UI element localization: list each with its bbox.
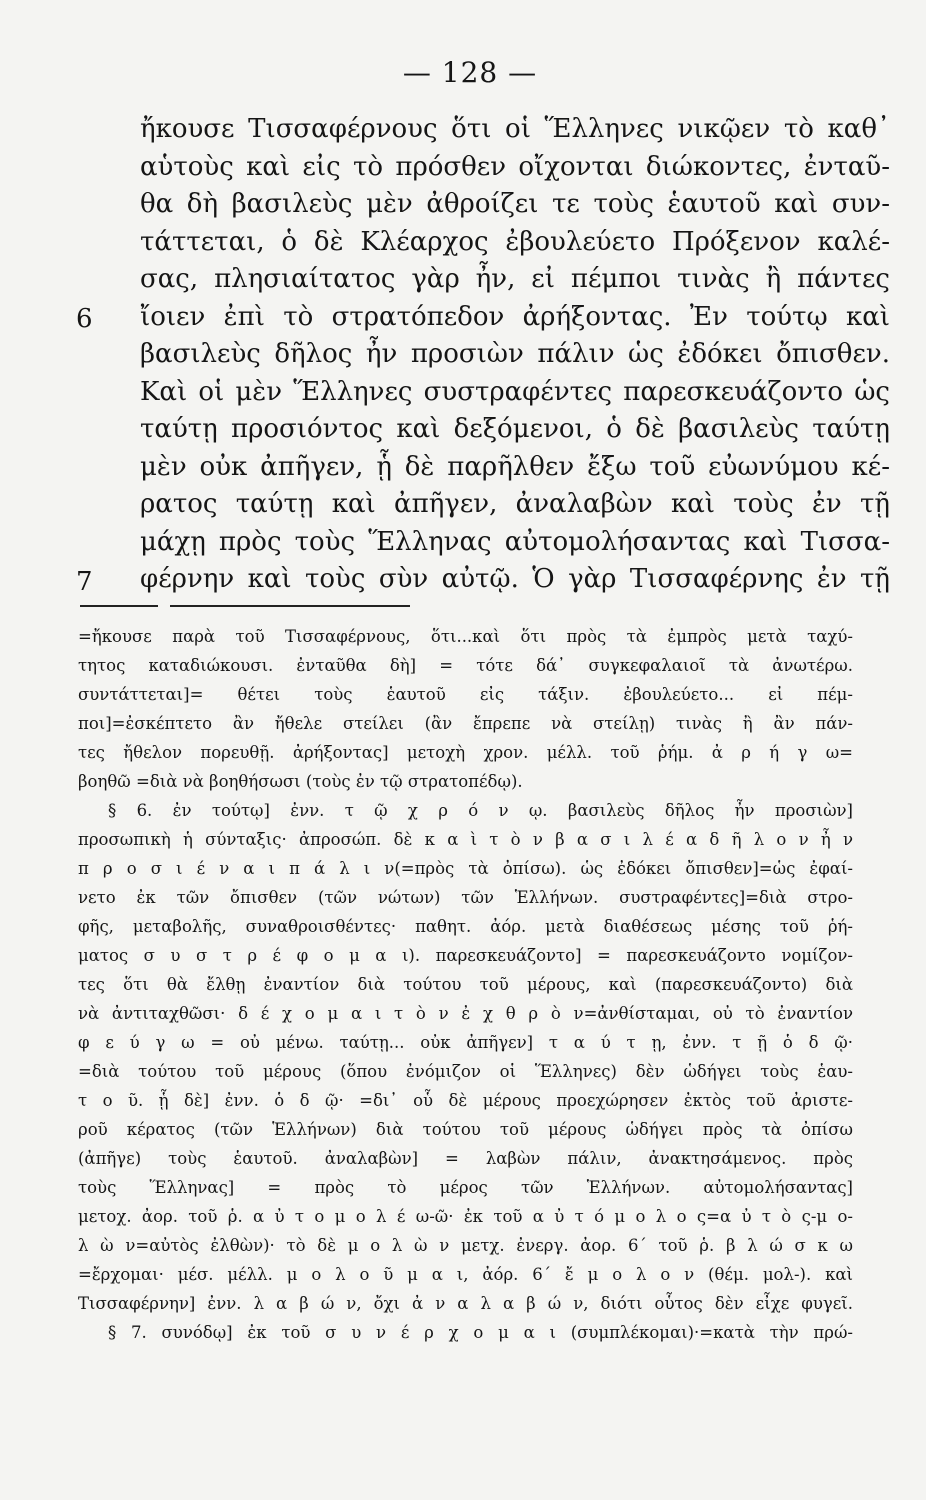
main-line: φέρνην καὶ τοὺς σὺν αὐτῷ. Ὁ γὰρ Τισσαφέρνης ἐν τῇ: [140, 564, 890, 594]
note-line: =ἔρχομαι· μέσ. μέλλ. μ ο λ ο ῦ μ α ι, ἀόρ. 6΄ ἔ μ ο λ ο ν (θέμ. μολ-). καὶ: [78, 1265, 853, 1284]
note-line: ματος σ υ σ τ ρ έ φ ο μ α ι). παρεσκευάζοντο] = παρεσκευάζοντο νομίζον-: [78, 946, 853, 965]
line-number-6: 6: [76, 304, 93, 334]
note-line: ροῦ κέρατος (τῶν Ἑλλήνων) διὰ τούτου τοῦ μέρους ὡδήγει πρὸς τὰ ὀπίσω: [78, 1120, 853, 1139]
note-line: τες ἤθελον πορευθῇ. ἀρήξοντας] μετοχὴ χρον. μέλλ. τοῦ ῥήμ. ἀ ρ ή γ ω=: [78, 743, 853, 762]
note-line: ποι]=ἐσκέπτετο ἂν ἤθελε στείλει (ἂν ἔπρεπε νὰ στείλῃ) τινὰς ἢ ἂν πάν-: [78, 714, 853, 733]
main-line: τάττεται, ὁ δὲ Κλέαρχος ἐβουλεύετο Πρόξενον καλέ-: [140, 226, 890, 257]
line-number-7: 7: [76, 566, 93, 597]
note-line: =ἤκουσε παρὰ τοῦ Τισσαφέρνους, ὅτι...καὶ ὅτι πρὸς τὰ ἐμπρὸς μετὰ ταχύ-: [78, 627, 853, 646]
note-line: π ρ ο σ ι έ ν α ι π ά λ ι ν(=πρὸς τὰ ὀπίσω). ὡς ἐδόκει ὄπισθεν]=ὡς ἐφαί-: [78, 859, 853, 878]
main-line: ἤκουσε Τισσαφέρνους ὅτι οἱ Ἕλληνες νικῷεν τὸ καθ᾽: [140, 114, 890, 144]
footnote-rule-left: [80, 605, 158, 607]
note-line: φῆς, μεταβολῆς, συναθροισθέντες· παθητ. ἀόρ. μετὰ διαθέσεως μέσης τοῦ ῥή-: [78, 917, 853, 936]
note-line: φ ε ύ γ ω = οὐ μένω. ταύτῃ... οὐκ ἀπῆγεν] τ α ύ τ ῃ, ἐνν. τ ῇ ὁ δ ῷ·: [78, 1033, 853, 1052]
note-line: τητος καταδιώκουσι. ἐνταῦθα δὴ] = τότε δά᾽ συγκεφαλαιοῖ τὰ ἀνωτέρω.: [78, 656, 853, 675]
main-line: σας, πλησιαίτατος γὰρ ἦν, εἰ πέμποι τινὰς ἢ πάντες: [140, 264, 890, 294]
commentary-notes: [78, 622, 853, 1347]
note-line: (ἀπῆγε) τοὺς ἑαυτοῦ. ἀναλαβὼν] = λαβὼν πάλιν, ἀνακτησάμενος. πρὸς: [78, 1149, 853, 1168]
note-line: τοὺς Ἕλληνας] = πρὸς τὸ μέρος τῶν Ἑλλήνων. αὐτομολήσαντας]: [78, 1178, 853, 1197]
note-line: προσωπικὴ ἡ σύνταξις· ἀπροσώπ. δὲ κ α ὶ τ ὸ ν β α σ ι λ έ α δ ῆ λ ο ν ἦ ν: [78, 830, 853, 849]
page-number: — 128 —: [402, 56, 538, 89]
main-line: ταύτῃ προσιόντος καὶ δεξόμενοι, ὁ δὲ βασιλεὺς ταύτῃ: [140, 414, 890, 444]
main-line: μάχῃ πρὸς τοὺς Ἕλληνας αὐτομολήσαντας καὶ Τισσα-: [140, 526, 890, 557]
main-text: [140, 111, 890, 599]
main-line: ρατος ταύτῃ καὶ ἀπῆγεν, ἀναλαβὼν καὶ τοὺς ἐν τῇ: [140, 489, 890, 519]
footnote-rule-right: [170, 605, 410, 607]
note-line: § 7. συνόδῳ] ἐκ τοῦ σ υ ν έ ρ χ ο μ α ι (συμπλέκομαι)·=κατὰ τὴν πρώ-: [108, 1323, 853, 1342]
main-line: βασιλεὺς δῆλος ἦν προσιὼν πάλιν ὡς ἐδόκει ὄπισθεν.: [140, 339, 890, 369]
note-line: βοηθῶ =διὰ νὰ βοηθήσωσι (τοὺς ἐν τῷ στρατοπέδῳ).: [78, 772, 523, 791]
note-line: τ ο ῦ. ᾗ δὲ] ἐνν. ὁ δ ῷ· =δι᾽ οὗ δὲ μέρους προεχώρησεν ἐκτὸς τοῦ ἀριστε-: [78, 1091, 853, 1110]
note-line: νετο ἐκ τῶν ὄπισθεν (τῶν νώτων) τῶν Ἑλλήνων. συστραφέντες]=διὰ στρο-: [78, 888, 853, 907]
note-line: =διὰ τούτου τοῦ μέρους (ὅπου ἐνόμιζον οἱ Ἕλληνες) δὲν ὡδήγει τοὺς ἑαυ-: [78, 1062, 853, 1081]
note-line: Τισσαφέρνην] ἐνν. λ α β ώ ν, ὄχι ἀ ν α λ α β ώ ν, διότι οὗτος δὲν εἶχε φυγεῖ.: [78, 1294, 853, 1313]
note-line: λ ὼ ν=αὐτὸς ἐλθὼν)· τὸ δὲ μ ο λ ὼ ν μετχ. ἐνεργ. ἀορ. 6΄ τοῦ ῥ. β λ ώ σ κ ω: [78, 1236, 853, 1255]
note-line: συντάττεται]= θέτει τοὺς ἑαυτοῦ εἰς τάξιν. ἐβουλεύετο... εἰ πέμ-: [78, 685, 853, 704]
note-line: νὰ ἀντιταχθῶσι· δ έ χ ο μ α ι τ ὸ ν ἐ χ θ ρ ὸ ν=ἀνθίσταμαι, οὐ τὸ ἐναντίον: [78, 1004, 853, 1023]
main-line: Καὶ οἱ μὲν Ἕλληνες συστραφέντες παρεσκευάζοντο ὡς: [140, 376, 890, 407]
note-line: τες ὅτι θὰ ἔλθῃ ἐναντίον διὰ τούτου τοῦ μέρους, καὶ (παρεσκευάζοντο) διὰ: [78, 975, 853, 994]
note-line: § 6. ἐν τούτῳ] ἐνν. τ ῷ χ ρ ό ν ῳ. βασιλεὺς δῆλος ἦν προσιὼν]: [108, 801, 853, 820]
main-line: αὑτοὺς καὶ εἰς τὸ πρόσθεν οἴχονται διώκοντες, ἐνταῦ-: [140, 151, 890, 182]
main-line: θα δὴ βασιλεὺς μὲν ἀθροίζει τε τοὺς ἑαυτοῦ καὶ συν-: [140, 189, 890, 219]
main-line: ἴοιεν ἐπὶ τὸ στρατόπεδον ἀρήξοντας. Ἐν τούτῳ καὶ: [140, 301, 890, 332]
main-line: μὲν οὐκ ἀπῆγεν, ᾗ δὲ παρῆλθεν ἔξω τοῦ εὐωνύμου κέ-: [140, 451, 890, 482]
note-line: μετοχ. ἀορ. τοῦ ῥ. α ὐ τ ο μ ο λ έ ω-ῶ· ἐκ τοῦ α ὐ τ ό μ ο λ ο ς=α ὐ τ ὸ ς-μ ο-: [78, 1207, 853, 1226]
